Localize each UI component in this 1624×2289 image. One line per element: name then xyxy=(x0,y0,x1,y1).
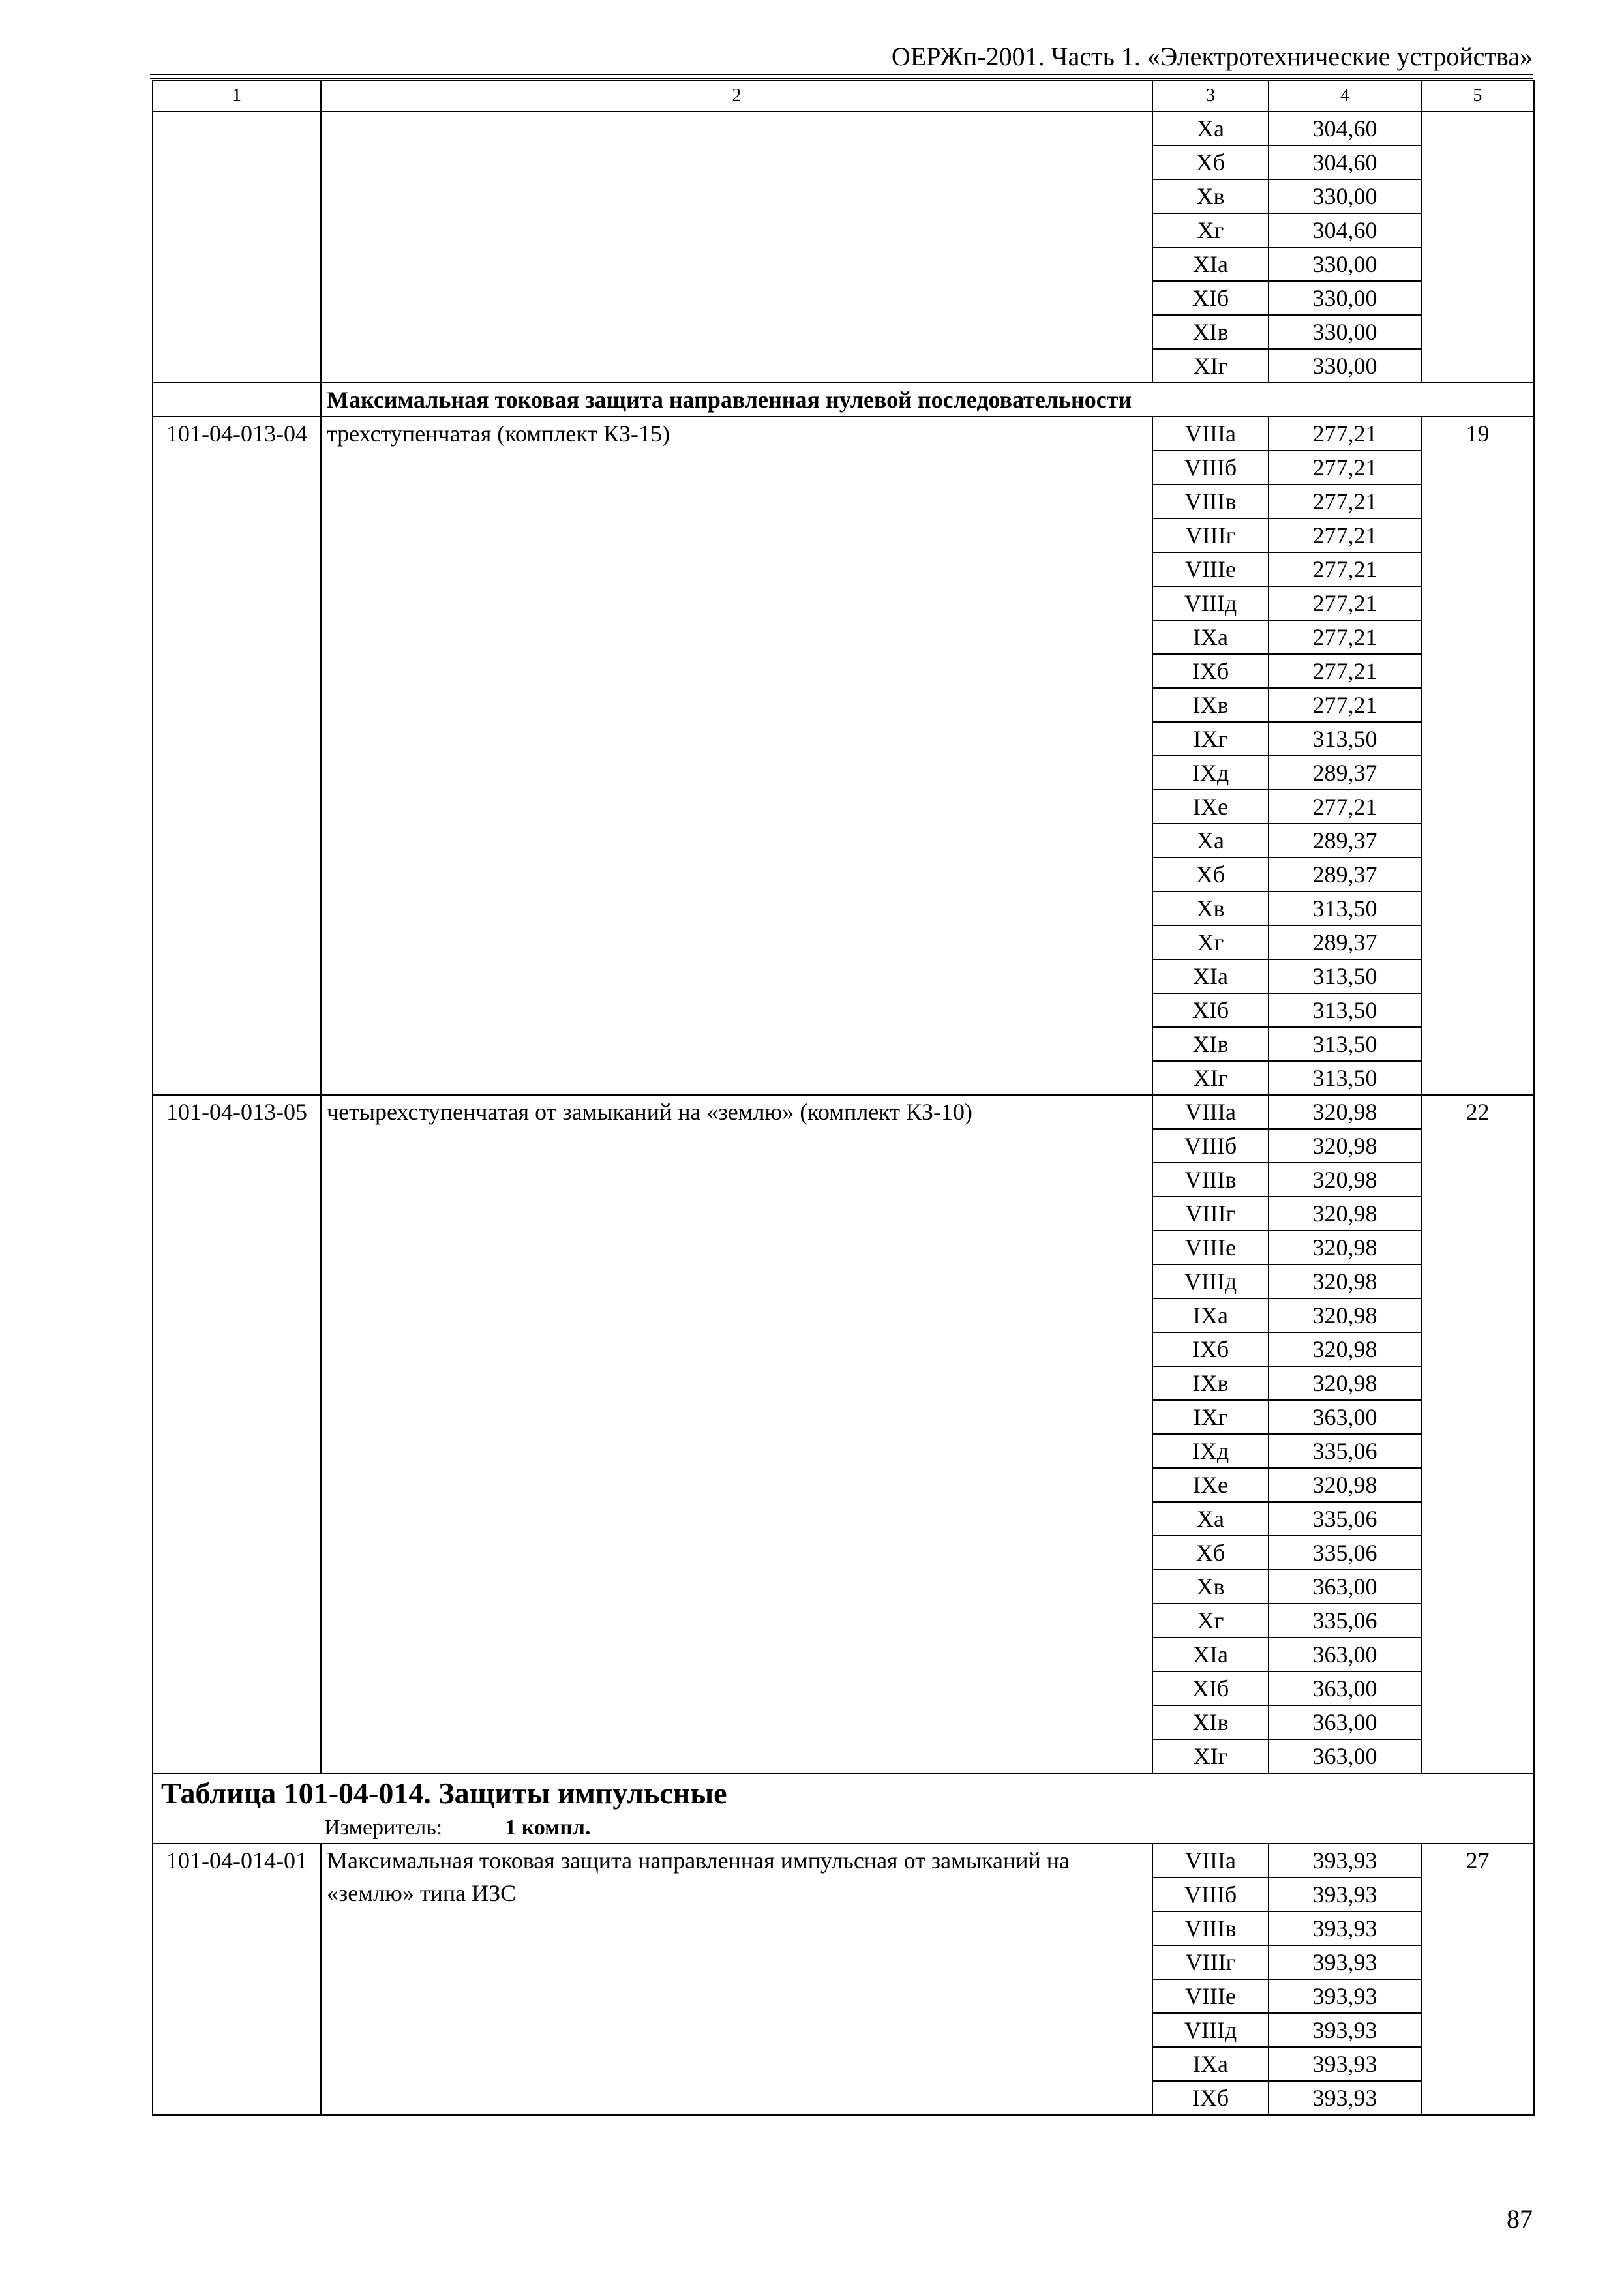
zone-code-cell: Xа xyxy=(1152,112,1269,145)
column-number: 3 xyxy=(1152,80,1269,112)
price-cell: 320,98 xyxy=(1269,1163,1421,1197)
price-cell: 320,98 xyxy=(1269,1129,1421,1163)
column-5-cell: 19 xyxy=(1421,417,1534,1095)
zone-code-cell: VIIIг xyxy=(1152,1945,1269,1979)
zone-code-cell: Xг xyxy=(1152,1604,1269,1638)
item-code-cell: 101-04-013-04 xyxy=(153,417,321,1095)
zone-code-cell: VIIIв xyxy=(1152,1911,1269,1945)
price-cell: 363,00 xyxy=(1269,1739,1421,1773)
page-number: 87 xyxy=(1507,2204,1533,2234)
measure-cell xyxy=(153,1813,1534,1844)
price-cell: 313,50 xyxy=(1269,993,1421,1027)
measure-value: 1 компл. xyxy=(505,1816,591,1840)
item-name-cell: четырехступенчатая от замыканий на «землю» (комплект КЗ-10) xyxy=(321,1095,1152,1773)
zone-code-cell: VIIIб xyxy=(1152,1129,1269,1163)
price-cell: 363,00 xyxy=(1269,1638,1421,1671)
price-cell: 363,00 xyxy=(1269,1705,1421,1739)
zone-code-cell: VIIIг xyxy=(1152,1197,1269,1231)
price-cell: 277,21 xyxy=(1269,417,1421,451)
price-cell: 335,06 xyxy=(1269,1502,1421,1536)
zone-code-cell: IXб xyxy=(1152,1332,1269,1366)
zone-code-cell: IXг xyxy=(1152,722,1269,756)
item-code-cell xyxy=(153,112,321,383)
zone-code-cell: VIIIд xyxy=(1152,2013,1269,2047)
zone-code-cell: VIIIб xyxy=(1152,1878,1269,1911)
zone-code-cell: IXб xyxy=(1152,654,1269,688)
price-cell: 335,06 xyxy=(1269,1536,1421,1570)
price-cell: 393,93 xyxy=(1269,1979,1421,2013)
price-cell: 277,21 xyxy=(1269,586,1421,620)
price-cell: 320,98 xyxy=(1269,1298,1421,1332)
price-cell: 277,21 xyxy=(1269,790,1421,824)
price-cell: 313,50 xyxy=(1269,891,1421,925)
price-cell: 393,93 xyxy=(1269,2081,1421,2115)
price-cell: 313,50 xyxy=(1269,722,1421,756)
zone-code-cell: XIа xyxy=(1152,1638,1269,1671)
price-cell: 313,50 xyxy=(1269,1061,1421,1095)
table-row xyxy=(153,112,1534,145)
zone-code-cell: IXе xyxy=(1152,790,1269,824)
section-heading-row xyxy=(153,383,1534,417)
table-row xyxy=(153,1844,1534,1878)
zone-code-cell: IXа xyxy=(1152,1298,1269,1332)
column-5-cell: 22 xyxy=(1421,1095,1534,1773)
zone-code-cell: Xг xyxy=(1152,213,1269,247)
column-numbers-row xyxy=(153,80,1534,112)
zone-code-cell: XIб xyxy=(1152,1671,1269,1705)
price-cell: 393,93 xyxy=(1269,2047,1421,2081)
item-code-cell: 101-04-013-05 xyxy=(153,1095,321,1773)
zone-code-cell: Xв xyxy=(1152,179,1269,213)
price-cell: 320,98 xyxy=(1269,1197,1421,1231)
price-cell: 277,21 xyxy=(1269,654,1421,688)
price-cell: 277,21 xyxy=(1269,688,1421,722)
zone-code-cell: IXд xyxy=(1152,1434,1269,1468)
zone-code-cell: VIIIе xyxy=(1152,552,1269,586)
zone-code-cell: XIа xyxy=(1152,959,1269,993)
zone-code-cell: VIIIг xyxy=(1152,518,1269,552)
price-cell: 393,93 xyxy=(1269,1911,1421,1945)
item-name-cell xyxy=(321,112,1152,383)
price-cell: 320,98 xyxy=(1269,1468,1421,1502)
table-row xyxy=(153,1095,1534,1129)
zone-code-cell: IXе xyxy=(1152,1468,1269,1502)
zone-code-cell: VIIIе xyxy=(1152,1979,1269,2013)
price-cell: 335,06 xyxy=(1269,1604,1421,1638)
price-cell: 320,98 xyxy=(1269,1332,1421,1366)
item-name-cell: Максимальная токовая защита направленная импульсная от замыканий на «землю» типа ИЗС xyxy=(321,1844,1152,2115)
column-5-cell: 27 xyxy=(1421,1844,1534,2115)
column-number: 2 xyxy=(321,80,1152,112)
price-cell: 363,00 xyxy=(1269,1400,1421,1434)
zone-code-cell: IXб xyxy=(1152,2081,1269,2115)
price-cell: 393,93 xyxy=(1269,1945,1421,1979)
zone-code-cell: VIIIд xyxy=(1152,586,1269,620)
price-cell: 304,60 xyxy=(1269,213,1421,247)
price-cell: 277,21 xyxy=(1269,552,1421,586)
measure-row xyxy=(153,1813,1534,1844)
price-cell: 277,21 xyxy=(1269,485,1421,518)
price-cell: 320,98 xyxy=(1269,1095,1421,1129)
price-cell: 289,37 xyxy=(1269,925,1421,959)
zone-code-cell: VIIIа xyxy=(1152,1844,1269,1878)
zone-code-cell: XIа xyxy=(1152,247,1269,281)
zone-code-cell: VIIIа xyxy=(1152,1095,1269,1129)
price-cell: 277,21 xyxy=(1269,451,1421,485)
table-row xyxy=(153,417,1534,451)
price-cell: 277,21 xyxy=(1269,620,1421,654)
column-number: 5 xyxy=(1421,80,1534,112)
price-cell: 304,60 xyxy=(1269,145,1421,179)
zone-code-cell: IXв xyxy=(1152,688,1269,722)
price-cell: 320,98 xyxy=(1269,1231,1421,1264)
zone-code-cell: XIб xyxy=(1152,281,1269,315)
price-cell: 363,00 xyxy=(1269,1671,1421,1705)
zone-code-cell: Xб xyxy=(1152,145,1269,179)
price-cell: 330,00 xyxy=(1269,315,1421,349)
zone-code-cell: IXа xyxy=(1152,2047,1269,2081)
header-rule xyxy=(150,74,1533,75)
price-cell: 277,21 xyxy=(1269,518,1421,552)
price-cell: 313,50 xyxy=(1269,1027,1421,1061)
zone-code-cell: IXд xyxy=(1152,756,1269,790)
zone-code-cell: XIб xyxy=(1152,993,1269,1027)
zone-code-cell: Xа xyxy=(1152,824,1269,858)
price-cell: 289,37 xyxy=(1269,756,1421,790)
zone-code-cell: XIв xyxy=(1152,1705,1269,1739)
zone-code-cell: IXв xyxy=(1152,1366,1269,1400)
item-code-cell: 101-04-014-01 xyxy=(153,1844,321,2115)
zone-code-cell: XIг xyxy=(1152,349,1269,383)
table-title-row xyxy=(153,1773,1534,1813)
item-name-cell: трехступенчатая (комплект КЗ-15) xyxy=(321,417,1152,1095)
price-cell: 289,37 xyxy=(1269,858,1421,891)
price-cell: 330,00 xyxy=(1269,349,1421,383)
column-number: 1 xyxy=(153,80,321,112)
zone-code-cell: IXа xyxy=(1152,620,1269,654)
price-cell: 320,98 xyxy=(1269,1264,1421,1298)
zone-code-cell: Xг xyxy=(1152,925,1269,959)
zone-code-cell: IXг xyxy=(1152,1400,1269,1434)
zone-code-cell: Xб xyxy=(1152,1536,1269,1570)
zone-code-cell: VIIIв xyxy=(1152,485,1269,518)
price-cell: 363,00 xyxy=(1269,1570,1421,1604)
zone-code-cell: XIв xyxy=(1152,1027,1269,1061)
section-heading: Максимальная токовая защита направленная нулевой последовательности xyxy=(321,383,1534,417)
price-cell: 335,06 xyxy=(1269,1434,1421,1468)
zone-code-cell: VIIIе xyxy=(1152,1231,1269,1264)
price-cell: 393,93 xyxy=(1269,1878,1421,1911)
zone-code-cell: Xв xyxy=(1152,891,1269,925)
zone-code-cell: VIIIд xyxy=(1152,1264,1269,1298)
zone-code-cell: VIIIв xyxy=(1152,1163,1269,1197)
section-blank-cell xyxy=(153,383,321,417)
zone-code-cell: Xб xyxy=(1152,858,1269,891)
price-cell: 320,98 xyxy=(1269,1366,1421,1400)
page-header: ОЕРЖп-2001. Часть 1. «Электротехнические устройства» xyxy=(891,42,1533,71)
price-cell: 393,93 xyxy=(1269,2013,1421,2047)
rates-table xyxy=(152,80,1535,2116)
price-cell: 330,00 xyxy=(1269,247,1421,281)
header-rule-second xyxy=(150,78,1533,79)
price-cell: 330,00 xyxy=(1269,281,1421,315)
column-number: 4 xyxy=(1269,80,1421,112)
price-cell: 330,00 xyxy=(1269,179,1421,213)
zone-code-cell: Xв xyxy=(1152,1570,1269,1604)
price-cell: 289,37 xyxy=(1269,824,1421,858)
zone-code-cell: XIг xyxy=(1152,1739,1269,1773)
zone-code-cell: VIIIб xyxy=(1152,451,1269,485)
zone-code-cell: XIв xyxy=(1152,315,1269,349)
price-cell: 313,50 xyxy=(1269,959,1421,993)
column-5-cell xyxy=(1421,112,1534,383)
table-title: Таблица 101-04-014. Защиты импульсные xyxy=(153,1773,1534,1813)
zone-code-cell: VIIIа xyxy=(1152,417,1269,451)
measure-label: Измеритель: xyxy=(324,1816,443,1840)
price-cell: 393,93 xyxy=(1269,1844,1421,1878)
zone-code-cell: XIг xyxy=(1152,1061,1269,1095)
zone-code-cell: Xа xyxy=(1152,1502,1269,1536)
price-cell: 304,60 xyxy=(1269,112,1421,145)
